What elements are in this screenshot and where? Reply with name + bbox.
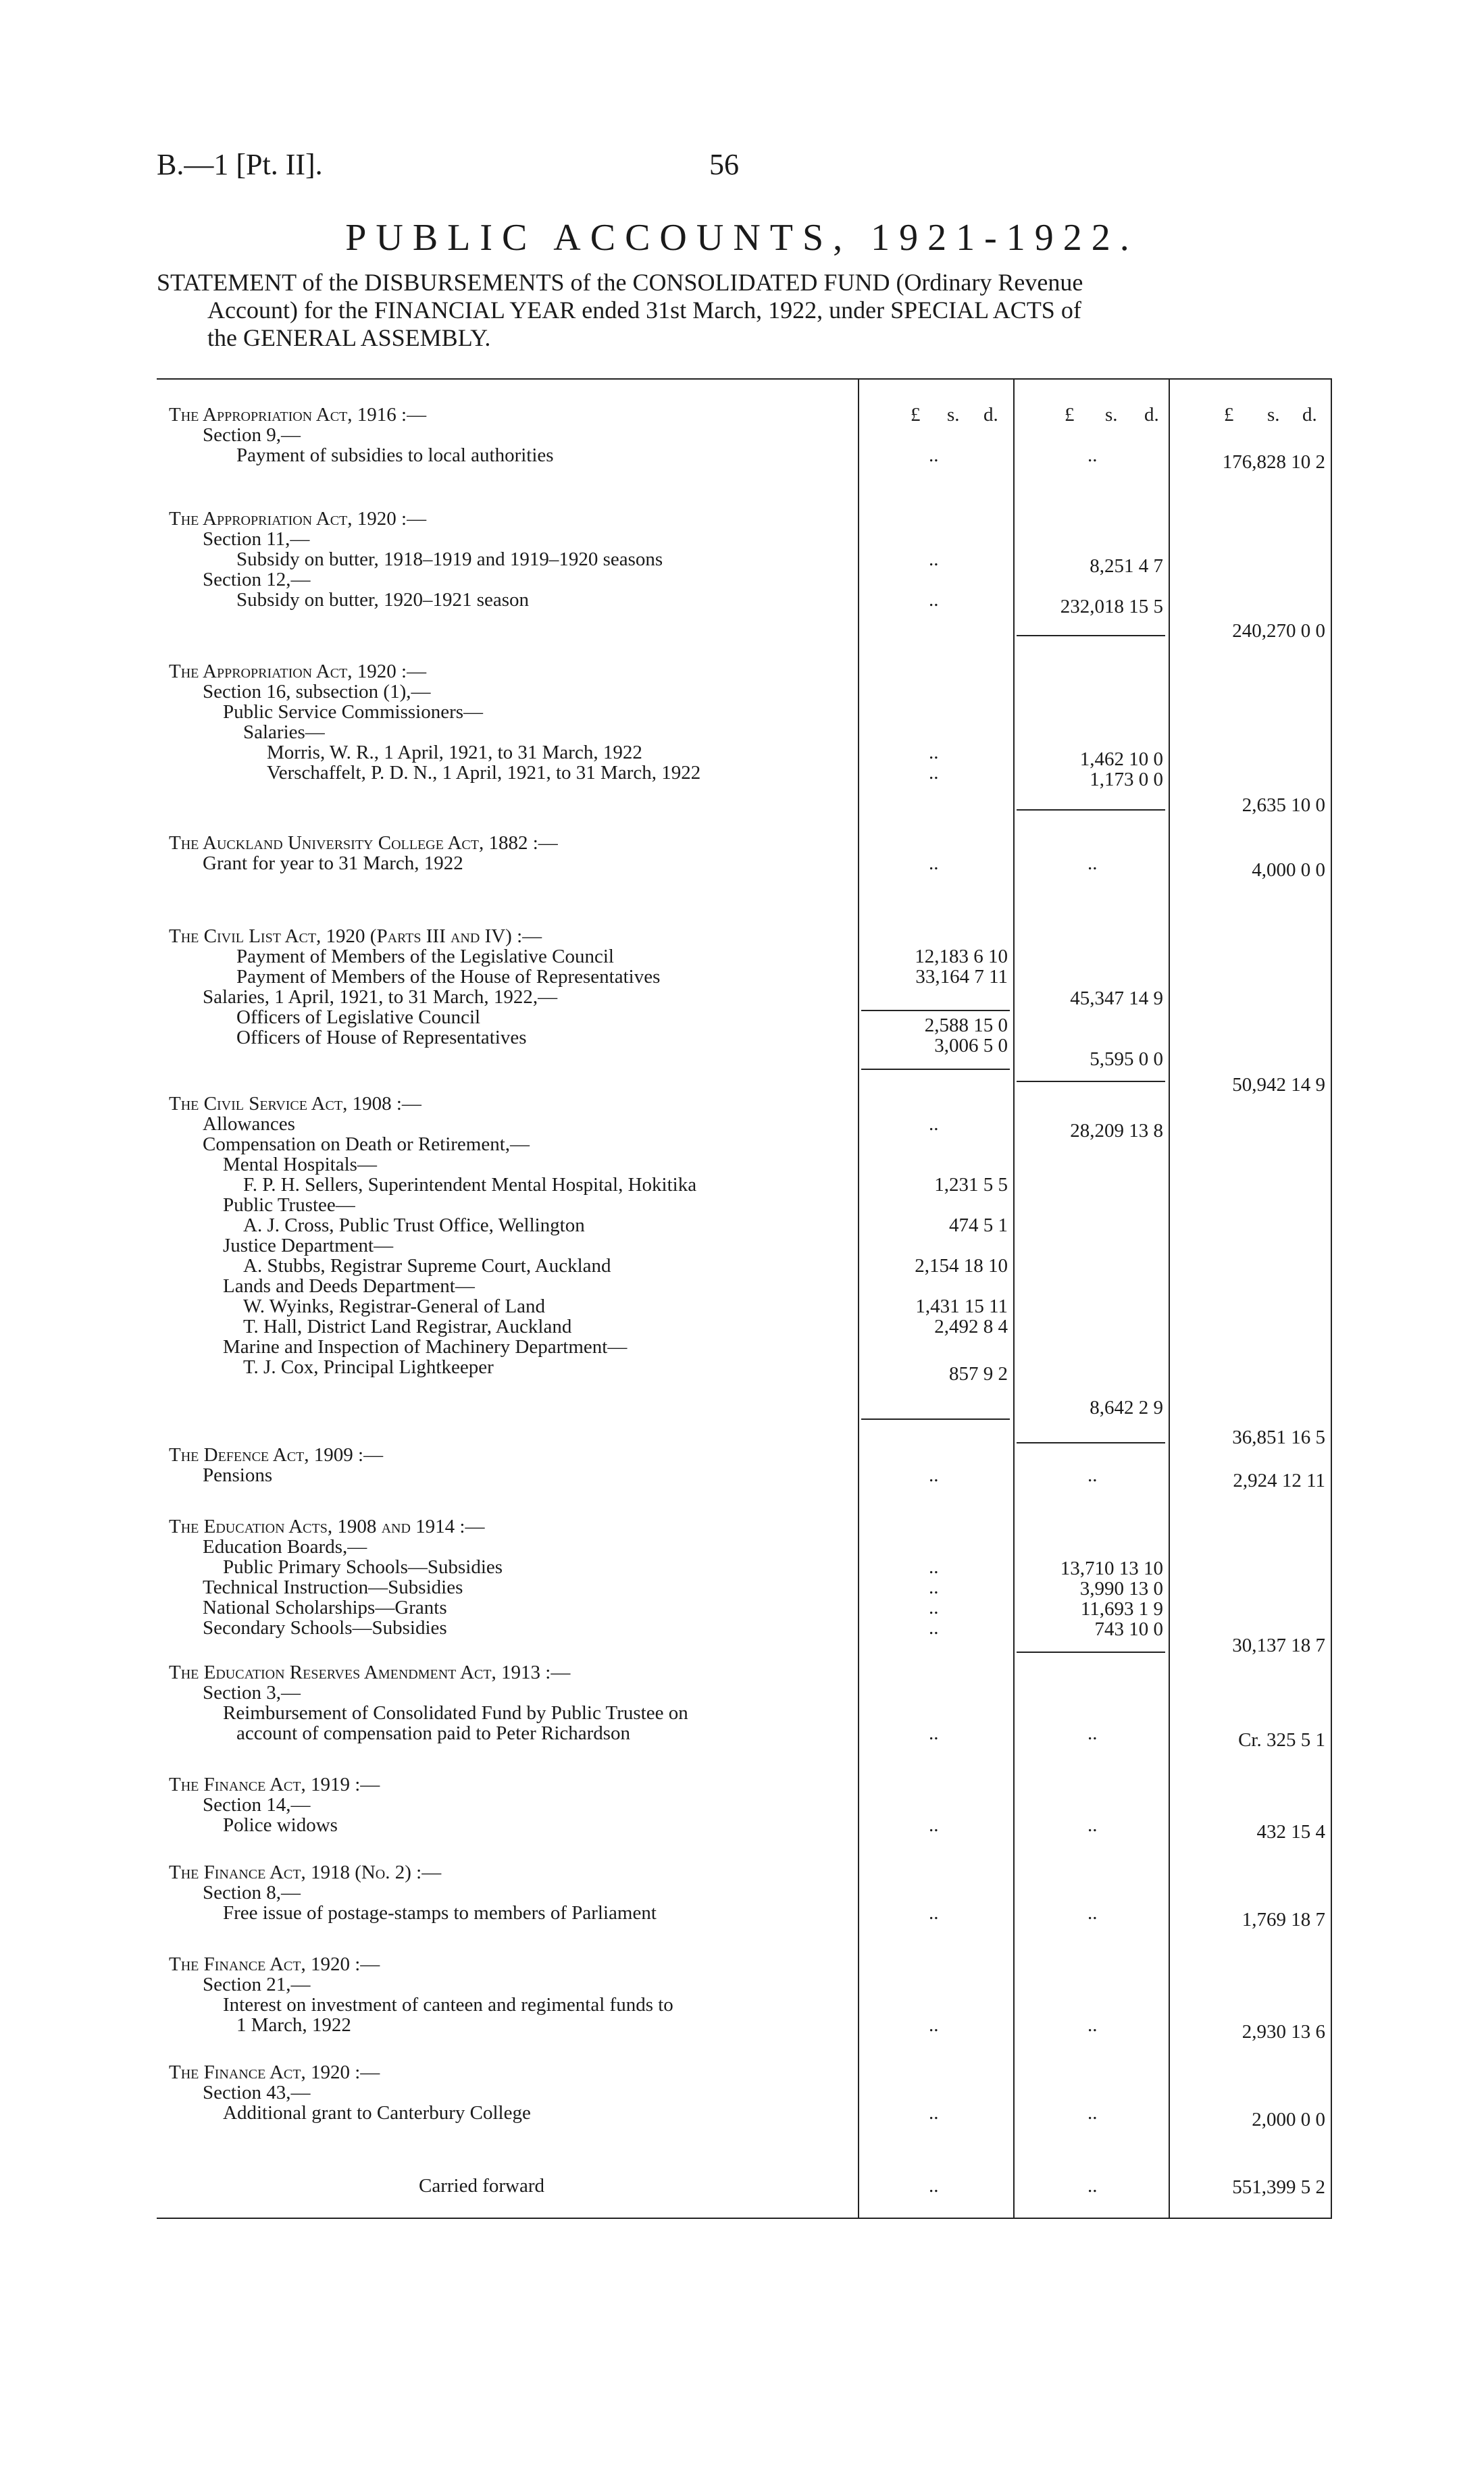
- list-item: F. P. H. Sellers, Superintendent Mental Hospital, Hokitika: [243, 1174, 697, 1196]
- dots: ..: [929, 762, 939, 784]
- list-item: Secondary Schools—Subsidies: [203, 1617, 447, 1639]
- list-item: Technical Instruction—Subsidies: [203, 1577, 463, 1598]
- dots: ..: [929, 1464, 939, 1486]
- amount: 857 9 2: [949, 1363, 1008, 1385]
- list-item: Public Service Commissioners—: [223, 701, 484, 723]
- amount: 432 15 4: [1256, 1821, 1325, 1843]
- list-item: Section 3,—: [203, 1682, 301, 1704]
- dots: ..: [1088, 1464, 1098, 1486]
- amount: 45,347 14 9: [1070, 988, 1163, 1009]
- dots: ..: [1088, 444, 1098, 466]
- dots: ..: [929, 2102, 939, 2124]
- amount: 240,270 0 0: [1232, 620, 1325, 642]
- amount: 12,183 6 10: [915, 946, 1008, 967]
- amount: 3,006 5 0: [934, 1035, 1008, 1056]
- amount: 2,930 13 6: [1242, 2021, 1325, 2043]
- dots: ..: [1088, 2175, 1098, 2197]
- list-item: Compensation on Death or Retirement,—: [203, 1133, 530, 1155]
- header-ref: B.—1 [Pt. II].: [157, 148, 323, 181]
- dots: ..: [1088, 1902, 1098, 1924]
- amount: 2,154 18 10: [915, 1255, 1008, 1277]
- amount: 36,851 16 5: [1232, 1427, 1325, 1448]
- list-item: W. Wyinks, Registrar-General of Land: [243, 1296, 546, 1317]
- dots: ..: [1088, 2014, 1098, 2036]
- list-item: Section 43,—: [203, 2082, 311, 2103]
- statement-line-3: the GENERAL ASSEMBLY.: [207, 324, 491, 351]
- amount: 3,990 13 0: [1079, 1578, 1163, 1600]
- list-item: Section 11,—: [203, 528, 310, 550]
- amount: 11,693 1 9: [1080, 1598, 1163, 1620]
- list-item: Interest on investment of canteen and regimental funds to: [223, 1994, 673, 2016]
- amount: 2,000 0 0: [1252, 2109, 1325, 2130]
- col1-pound: £: [911, 404, 921, 426]
- act-appropriation-1920-b: The Appropriation Act, 1920 :—: [169, 661, 427, 682]
- dots: ..: [929, 548, 939, 570]
- carried-forward-total: 551,399 5 2: [1232, 2176, 1325, 2198]
- list-item: Lands and Deeds Department—: [223, 1275, 475, 1297]
- list-item: Section 16, subsection (1),—: [203, 681, 431, 702]
- list-item: Section 14,—: [203, 1794, 311, 1816]
- list-item: Public Trustee—: [223, 1194, 355, 1216]
- list-item: Free issue of postage-stamps to members of Parliament: [223, 1902, 657, 1924]
- act-education: The Education Acts, 1908 and 1914 :—: [169, 1516, 485, 1537]
- col2-s: s.: [1105, 404, 1118, 426]
- amount: 176,828 10 2: [1222, 451, 1325, 473]
- list-item: Public Primary Schools—Subsidies: [223, 1556, 503, 1578]
- amount: 2,492 8 4: [934, 1316, 1008, 1337]
- dots: ..: [929, 444, 939, 466]
- list-item: Salaries—: [243, 721, 325, 743]
- dots: ..: [1088, 852, 1098, 874]
- col1-d: d.: [983, 404, 998, 426]
- col3-pound: £: [1224, 404, 1234, 426]
- dots: ..: [929, 1597, 939, 1618]
- col1-s: s.: [947, 404, 960, 426]
- page-number: 56: [709, 148, 739, 181]
- amount: 1,173 0 0: [1090, 769, 1163, 790]
- act-auckland-university: The Auckland University College Act, 1882 :—: [169, 832, 558, 854]
- col2-d: d.: [1144, 404, 1159, 426]
- amount: 13,710 13 10: [1060, 1558, 1163, 1579]
- amount: 4,000 0 0: [1252, 859, 1325, 881]
- list-item: Education Boards,—: [203, 1536, 367, 1558]
- act-finance-1919: The Finance Act, 1919 :—: [169, 1774, 380, 1795]
- list-item: Subsidy on butter, 1920–1921 season: [236, 589, 530, 611]
- list-item: Grant for year to 31 March, 1922: [203, 852, 463, 874]
- amount: 2,924 12 11: [1233, 1470, 1325, 1491]
- list-item: Marine and Inspection of Machinery Department—: [223, 1336, 628, 1358]
- amount: 33,164 7 11: [915, 966, 1008, 988]
- dots: ..: [1088, 1722, 1098, 1744]
- act-finance-1920-s21: The Finance Act, 1920 :—: [169, 1953, 380, 1975]
- dots: ..: [929, 589, 939, 611]
- list-item: Morris, W. R., 1 April, 1921, to 31 March, 1922: [267, 742, 642, 763]
- list-item: Mental Hospitals—: [223, 1154, 377, 1175]
- list-item: account of compensation paid to Peter Richardson: [236, 1722, 631, 1744]
- amount: 5,595 0 0: [1090, 1048, 1163, 1070]
- list-item: Verschaffelt, P. D. N., 1 April, 1921, to 31 March, 1922: [267, 762, 701, 784]
- dots: ..: [929, 1556, 939, 1578]
- list-item: Payment of Members of the Legislative Council: [236, 946, 614, 967]
- list-item: Officers of House of Representatives: [236, 1027, 527, 1048]
- amount: 1,231 5 5: [934, 1174, 1008, 1196]
- dots: ..: [929, 2175, 939, 2197]
- col3-s: s.: [1267, 404, 1280, 426]
- list-item: Section 21,—: [203, 1974, 311, 1995]
- list-item: Allowances: [203, 1113, 295, 1135]
- carried-forward-label: Carried forward: [419, 2175, 544, 2197]
- list-item: Subsidy on butter, 1918–1919 and 1919–1920 seasons: [236, 548, 663, 570]
- amount: 8,251 4 7: [1090, 555, 1163, 577]
- amount: 2,635 10 0: [1242, 794, 1325, 816]
- dots: ..: [929, 742, 939, 763]
- statement-line-1: STATEMENT of the DISBURSEMENTS of the CONSOLIDATED FUND (Ordinary Revenue: [157, 269, 1083, 296]
- act-appropriation-1916: The Appropriation Act, 1916 :—: [169, 404, 427, 426]
- act-finance-1918: The Finance Act, 1918 (No. 2) :—: [169, 1862, 442, 1883]
- list-item: A. J. Cross, Public Trust Office, Wellington: [243, 1214, 585, 1236]
- col3-d: d.: [1302, 404, 1317, 426]
- act-appropriation-1920: The Appropriation Act, 1920 :—: [169, 508, 427, 530]
- act-finance-1920-s43: The Finance Act, 1920 :—: [169, 2062, 380, 2083]
- list-item: Justice Department—: [223, 1235, 394, 1256]
- list-item: Salaries, 1 April, 1921, to 31 March, 1922,—: [203, 986, 558, 1008]
- list-item: T. Hall, District Land Registrar, Auckland: [243, 1316, 572, 1337]
- list-item: Section 8,—: [203, 1882, 301, 1903]
- page-title: PUBLIC ACCOUNTS, 1921-1922.: [345, 217, 1139, 259]
- amount: 28,209 13 8: [1070, 1120, 1163, 1142]
- list-item: Reimbursement of Consolidated Fund by Public Trustee on: [223, 1702, 688, 1724]
- dots: ..: [929, 1577, 939, 1598]
- act-civil-list: The Civil List Act, 1920 (Parts III and IV) :—: [169, 925, 542, 947]
- dots: ..: [929, 2014, 939, 2036]
- list-item: A. Stubbs, Registrar Supreme Court, Auckland: [243, 1255, 611, 1277]
- list-item: Officers of Legislative Council: [236, 1006, 481, 1028]
- amount: 232,018 15 5: [1060, 596, 1163, 617]
- list-item: Pensions: [203, 1464, 273, 1486]
- act-civil-service: The Civil Service Act, 1908 :—: [169, 1093, 421, 1115]
- list-item: Police widows: [223, 1814, 338, 1836]
- statement-line-2: Account) for the FINANCIAL YEAR ended 31st March, 1922, under SPECIAL ACTS of: [207, 297, 1081, 324]
- dots: ..: [929, 852, 939, 874]
- amount: Cr. 325 5 1: [1238, 1729, 1325, 1751]
- dots: ..: [929, 1902, 939, 1924]
- amount: 30,137 18 7: [1232, 1635, 1325, 1656]
- amount: 50,942 14 9: [1232, 1074, 1325, 1096]
- statement-heading: [157, 269, 1339, 352]
- list-item: Section 9,—: [203, 424, 301, 446]
- dots: ..: [929, 1113, 939, 1135]
- amount: 1,769 18 7: [1242, 1909, 1325, 1930]
- col2-pound: £: [1065, 404, 1075, 426]
- dots: ..: [929, 1722, 939, 1744]
- amount: 8,642 2 9: [1090, 1397, 1163, 1418]
- dots: ..: [1088, 2102, 1098, 2124]
- amount: 2,588 15 0: [924, 1015, 1008, 1036]
- list-item: Payment of subsidies to local authorities: [236, 444, 554, 466]
- list-item: Section 12,—: [203, 569, 311, 590]
- list-item: T. J. Cox, Principal Lightkeeper: [243, 1356, 494, 1378]
- dots: ..: [929, 1617, 939, 1639]
- amount: 743 10 0: [1094, 1618, 1163, 1640]
- amount: 1,431 15 11: [915, 1296, 1008, 1317]
- dots: ..: [1088, 1814, 1098, 1836]
- dots: ..: [929, 1814, 939, 1836]
- amount: 1,462 10 0: [1079, 748, 1163, 770]
- list-item: 1 March, 1922: [236, 2014, 351, 2036]
- amount: 474 5 1: [949, 1214, 1008, 1236]
- list-item: National Scholarships—Grants: [203, 1597, 447, 1618]
- list-item: Payment of Members of the House of Representatives: [236, 966, 661, 988]
- list-item: Additional grant to Canterbury College: [223, 2102, 531, 2124]
- act-defence: The Defence Act, 1909 :—: [169, 1444, 384, 1466]
- act-education-reserves: The Education Reserves Amendment Act, 1913 :—: [169, 1662, 571, 1683]
